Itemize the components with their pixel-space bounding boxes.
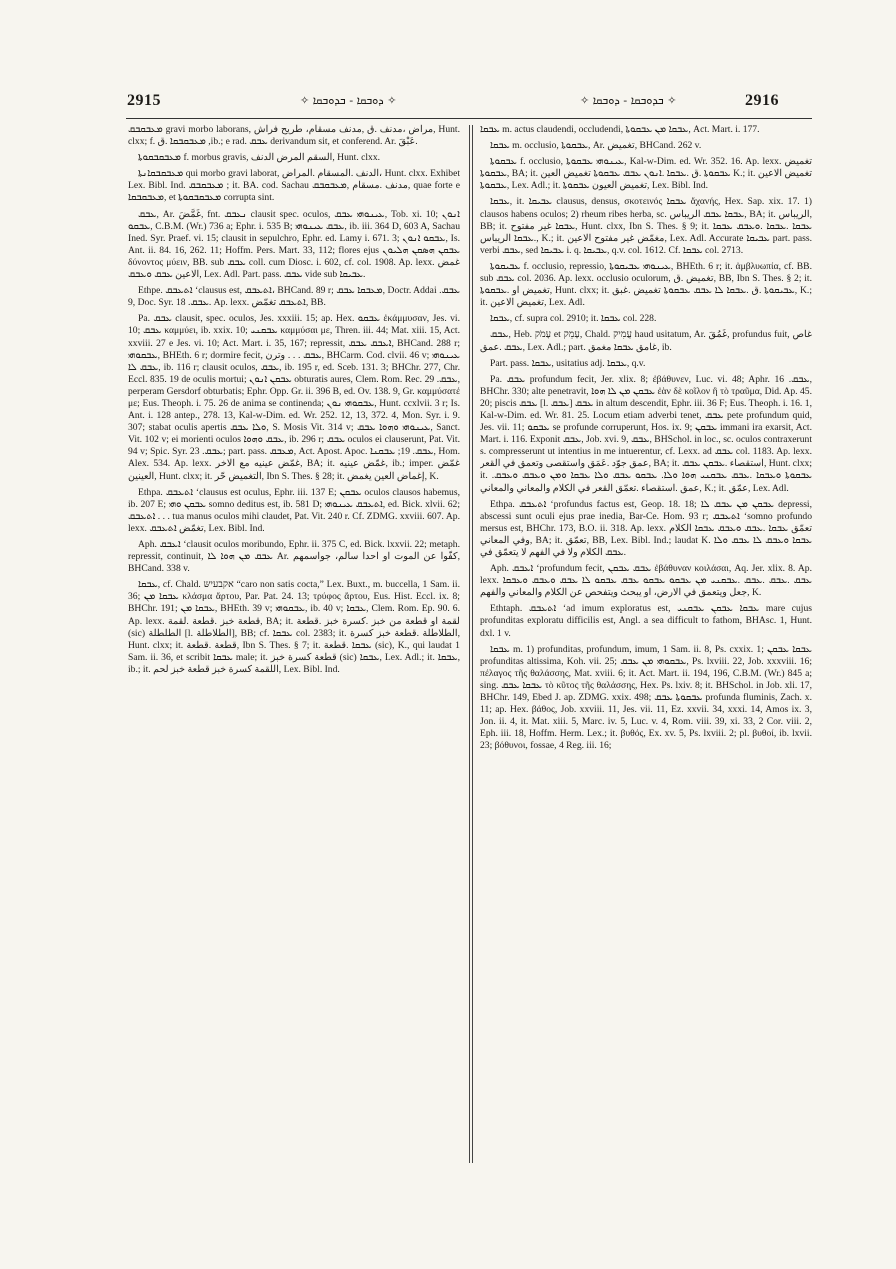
page-number-left: 2915 (127, 92, 161, 109)
entry: ܥܒܩܘܬܐ f. occlusio, ܥܝܢܘܗܝ ܥܒܩܘܬܐ, Kal-w-Dim. ed. Wr. 352. 16. Ap. lexx. تغميض ܥܒܩܘܬܐ, BA; it. ܥܒܩܘܬܐ .ق .ܥܒܩܐ .ܐܢܘܢ ܥܒܩ ܥܒܩܘܬܐ تغميض العين K.; it. تغميض الاعين ܥܒܩܘܬܐ, Lex. Adl.; it. تغميض العيون ܥܒܩܘܬܐ, Lex. Bibl. Ind. (480, 156, 812, 192)
entry: Aph. ܐܥܒܩ ‘clausit oculos moribundo, Ephr. ii. 375 C, ed. Bick. lxxvii. 22; metaph. repressit, continuit, ܥܒܩ ܡܢ ܗܘܐ ܠܐ Ar. كفّوا عن الموت او احدا سالم، جواسمهم, BHCand. 338 v. (128, 539, 460, 575)
entry: ܥܒܩܐ m. 1) profunditas, profundum, imum, 1 Sam. ii. 8, Ps. cxxix. 1; ܥܒܩܐ ܥܒܩܢ profunditas altissima, Koh. vii. 25; ܥܒܩܘܗܝ ܡܢ ܥܒܩ, Ps. lxviii. 22, Job. xxxviii. 16; πέλαγος τῆς θαλάσσης, Mat. xviii. 6; it. Act. Mart. ii. 194, 196, C.B.M. (Wr.) 845 a; sing. ܥܒܩܐ ܥܒܩ τὸ κῦτος τῆς θαλάσσης, Hex. Ps. lxiv. 8; it. BHSchol. in Job. xli. 17, BHChr. 149, Ebed J. ap. ZDMG. xxix. 498; ܥܒܩܘܬܐ ܥܒܩ profunda fluminis, Zach. x. 11; ap. Hex. βάθος, Job. xxviii. 11, Jes. vii. 11, Ez. xxvii. 34, xxxi. 14, Amos ix. 3, Jon. ii. 4, it. Mat. xiii. 5, Marc. iv. 5, Luc. v. 4, Rom. viii. 39, xi. 33, 2 Cor. viii. 2, Eph. iii. 18, Hoffm. Herm. Lex.; it. βυθός, Ex. xv. 5, Ps. lxviii. 2; pl. βυθοί, ib. lxvii. 23; βόθυνοι, fossae, 4 Reg. iii. 16; (480, 643, 812, 752)
entry: ܥܒܩ, Ar. غَمَّضَ, fnt. ܢܥܒܩ clausit spec. oculos, ܥܝܢܘܗܝ ܥܒܩ, Tob. xi. 10; ܐܢܘܢ ܥܒܩܘ, C.B.M. (Wr.) 736 a; Ephr. i. 535 B; ܥܒܩ ܥܝܢܘܗܝ, ib. iii. 364 D, 603 A, Sachau Ined. Syr. Praef. vi. 15; clausit in sepulchro, Ephr. ed. Lamy i. 671. 3; ܥܒܩܘ ܐܢܘܢ, Is. Ant. ii. 84. 16, 262. 11; Hoffm. Pers. Mart. 33, 112; flores ejus ܥܒܩܢ ܗܣܩܢ ܗܠܝܘܢ δύνοντος μύειν, BB. sub ܥܒܩ coll. cum Diosc. i. 602, cf. col. 1908. Ap. lexx. غمض الاعين ܥܒܩ ܘܥܒܩ, Lex. Adl. Part. pass. ܥܒܩ vide sub ܥܒܝܩܐ. (128, 208, 460, 281)
entry: Ethtaph. ܐܬܥܒܩ ‘ad imum exploratus est, ܥܒܩܐ ܥܒܩܢ ܥܒܩܢܝ mare cujus profunditas exploratu difficilis est, Angl. a sea difficult to fathom, BHAsc. 1, Hunt. dxl. 1 v. (480, 603, 812, 639)
entry: ܥܒܩܐ, cf. supra col. 2910; it. ܥܒܩܐ col. 228. (490, 313, 657, 325)
column-divider (469, 125, 473, 1163)
entry: ܡܥܒܩܒܩ gravi morbo laborans, مراض ،مدنف .ق ,مدنف مسقام، طريح فراش, Hunt. clxx; f. ܡܥܒܩܒܩܐ .ق ,ib.; e rad. ܥܒܩ derivandum sit, et conferend. Ar. عَبْقَ. (128, 124, 460, 148)
header-rule (126, 118, 812, 119)
entry: ܥܒܩ, Heb. עָמֹק et עָמֵק, Chald. עֲמִיק haud usitatum, Ar. غَمُقَ, profundus fuit, غاص ܥܒܩ .عمق, Lex. Adl.; part. غامق ܥܒܩܐ مغمق, ib. (480, 329, 812, 353)
running-headword-right: ✧ ܒܕܘܒܩܐ - ܕܘܒܩܐ ✧ (580, 94, 677, 107)
entry: ܡܥܒܩܒܩܐܢܬܐ qui morbo gravi laborat, الدنف .المسقام .المراض، Hunt. clxx. Exhibet Lex. Bibl. Ind. ܡܥܒܩܒܩ ; it. BA. cod. Sachau مدنف .مسقام ,ܡܥܒܩܒܩ, quae forte e ܡܥܒܩܒܩܐ, et ܡܥܒܩܒܩܘܬܐ corrupta sint. (128, 168, 460, 204)
running-headword-left: ✧ ܕܘܒܩܐ - ܒܕܘܒܩܐ ✧ (300, 94, 397, 107)
right-column (480, 124, 812, 1164)
entry: ܥܒܩܐ, it. ܥܒܝܩܐ clausus, densus, σκοτεινός ܥܒܩܐ ἄχανής, Hex. Sap. xix. 17. 1) clausos habens oculos; 2) rheum ribes herba, sc. ܥܒܩܐ ܥܒܩ الريباس, BA; it. الريباس, BB; it. ܥܒܩܐ غير مفتوح, Hunt. clxx, Ibn S. Thes. § 9; it. ܥܒܩܐ .ܥܒܩܐ .ܘܥܒܩ ܥܒܩܐ .ܥܒܩܐ الريباس, K.; it. مغمّض غير مفتوح الاعين, Lex. Adl. Accurate ܥܒܝܩܐ part. pass. verbi ܥܒܩ, sed ܥܒܝܩܐ i. q. ܥܒܝܩܐ, q.v. col. 1612. Cf. ܥܒܩܐ col. 2713. (480, 196, 812, 256)
entry: Aph. ܐܥܒܩ ‘profundum fecit, ܥܒܩ ܥܒܩܢ ἐβάθυναν κοιλάσαι, Aq. Jer. xlix. 8. Ap. lexx. ܥܒܩ .ܥܒܩ .ܥܒܩ .ܥܒܩܢܝ ܡܢ ܥܒܩܘ ܥܒܩܘ ܥܒܩ ܥܒܩܘ ܠܐ ܥܒܩ ܘܥܒܩ ܘܥܒܩܐ جعل ويتعمق في الارض، او يبحث ويتفحص عن الكلام والمعاني والفهم, K. (480, 563, 812, 599)
entry: ܥܒܝܩܘܬܐ f. occlusio, repressio, ܥܝܢܘܗܝ ܥܒܝܩܘܬܐ, BHEth. 6 r; it. ἀμβλυωπία, cf. BB. sub ܥܒܩ col. 2036. Ap. lexx. occlusio oculorum, تغميض .ق, BB, Ibn S. Thes. § 2; it. تغميض او .ܥܒܩܘܬܐ, Hunt. clxx; it. ܥܒܝܩܘܬܐ .ق .ܥܒܩܐ ܠܐ ܥܒܩ ܥܒܩܘܬܐ تغميض .غبق, K.; it. تغميض الاعين, Lex. Adl. (480, 260, 812, 309)
entry: ܡܥܒܩܒܩܘܬܐ f. morbus gravis, السقم المرض الدنف, Hunt. clxx. (138, 152, 381, 164)
running-head (0, 92, 896, 112)
entry: ܥܒܩܐ m. actus claudendi, occludendi, ܥܒܩܐ ܡܢ ܥܒܩܘܬܐ, Act. Mart. i. 177. (480, 124, 760, 135)
page-number-right: 2916 (745, 92, 779, 109)
entry: Ethpa. ܐܬܥܒܩ ‘clausus est oculus, Ephr. iii. 137 E; ܥܒܩܢ oculos clausos habemus, ib. 207 E; ܥܒܩܢ ܘܗܝ somno deditus est, ib. 581 D; ܐܬܥܒܩ ܥܝܢܘܗܝ, ed. Bick. xlvii. 62; ܐܬܥܒܩ . . . tua manus oculos mihi claudet, Pat. Vit. 240 r. Cf. ZDMG. xxviii. 607. Ap. lexx. تغمّض ܐܬܥܒܩ, Lex. Bibl. Ind. (128, 486, 460, 534)
entry: Part. pass. ܥܒܩܐ, usitatius adj. ܥܒܩܐ, q.v. (490, 357, 646, 369)
entry: Ethpa. ܐܬܥܒܩ ‘profundus factus est, Geop. 18. 18; ܥܒܩܢ ܡܢ ܥܒܩ ܠܐ depressi, abscessi sunt oculi ejus prae inedia, Bar-Ce. Hom. 93 r; ܐܬܥܒܩ ‘somno profundo mersus est, BHChr. 173, B.O. ii. 318. Ap. lexx. تعمّق ܥܒܩܐ .ܥܒܩ ܘܥܒܩ ܥܒܩܐ الكلام وفي المعاني, BA; it. تعمّق, BB, Lex. Bibl. Ind.; laudat K. ܥܒܩܐ ܘܥܒܩ ܠܐ ܥܒܩ ܘܠܐ ܥܒܩ الكلام ولا في الفهم لا يتعمّق في. (480, 498, 812, 558)
entry: Pa. ܥܒܩ profundum fecit, Jer. xlix. 8; ἐβάθυνεν, Luc. vi. 48; Aphr. ܥܒܩ. 16, BHChr. 330; alte penetravit, ܥܒܩܢ ܡܢ ܠܐ ܗܘܐ ἐὰν δὲ κοῖλον ἢ τὸ τραῦμα, Did. Ap. 45. 20; piscis ܥܒܩ [l. ܥܒܩ] ܥܒܩ in altum descendit, Ephr. iii. 36 F; Eus. Theoph. i. 16. 1, Kal-w-Dim. ed. Wr. 81. 25. Locum etiam adverbi tenet, ܥܒܩ pete profundum quid, Jes. vii. 11; ܥܒܩܘ se profunde corruperunt, Hos. ix. 9; ܥܒܩܢ immani ira exarsit, Act. Mart. i. 116. Exponit ܥܒܩ, Job. xvi. 9, ܥܒܩ, BHSchol. in loc., sc. oculos contraxerunt s. compresserunt ut intentius in me intuerentur, cf. Lexx. ad ܥܒܩ col. 1183. Ap. lexx. عمق جوّد .عَمَق واستقصى وتعمق في القعر, BA; it. استقصاء .ܥܒܩܢ ܥܒܩ, Hunt. clxx; it. ܥܒܩܘܬܐ ܘܥܒܩܐ .ܥܒܩ ܥܒܩܢܝ ܗܘܐ ܘܠܐ. ܥܒܩܘ ܥܒܩ ܘܠܐ ܥܒܩܐ ܘܡܢ ܘܥܒܩ ܘܥܒܩ. عمق .استقصاء .تعمّق القعر في الكلام والمعاني والمعاني, K.; it. عمّق, Lex. Adl. (480, 373, 812, 494)
entry: Pa. ܥܒܩ clausit, spec. oculos, Jes. xxxiii. 15; ap. Hex. ܥܒܩܘ ἐκάμμυσαν, Jes. vi. 10; ܥܒܩ καμμύει, ib. xxix. 10; ܥܒܩܢܝ καμμύσαι με, Thren. iii. 44; Mat. xiii. 15, Act. xxviii. 27 e Jes. vi. 10; Act. Mart. i. 35, 167; repressit, ܐܥܒܩ ܥܒܩ, BHCand. 288 r; ܥܒܩܘܗܝ, BHEth. 6 r; dormire fecit, ܥܒܩ . . . وترن, BHCarm. Cod. clvii. 46 v; ܥܝܢܘܗܝ ܥܒܩ ܠܐ, ib. 116 r; clausit oculos, ܥܒܩ, ib. 195 r, ed. Sceb. 131. 3; BHChr. 277, Chr. Eccl. 835. 19 de oculis mortui; ܥܒܩܢ ܐܢܘܢ obturatis aures, Clem. Rom. Rec. ܥܒܩ. 29, perperam Gersdorf obturbatis; Ephr. Opp. Gr. ii. 396 B, ed. Ov. 138. 9, Gr. καμμύσατέ με; Eus. Theoph. i. 75. 26 de anima se continenda; ܥܒܩܘܗܝ ܢܘܢ, Hunt. ccxlvii. 3 r; Is. Ant. i. 128 antep., 278. 13, Kal-w-Dim. ed. Wr. 252. 12, 13, 372. 4, Mon. Syr. i. 9. 307; stabat oculis apertis ܘܠܐ ܥܒܩ, S. Mosis Vit. 314 v; ܥܝܢܘܗܝ ܘܗܘܐ ܥܒܩ, Sanct. Vit. 102 v; ei morienti oculos ܥܒܩ ܘܗܘܐ, ib. 296 r; ܥܒܩ oculos ei clauserunt, Pat. Vit. 94 v; Spic. Syr. ܥܒܩ. 23; part. pass. ܡܥܒܩ, Act. Apost. Apoc. ܥܒܩ. 19; ܥܒܩܢܐ, Hom. Alex. 534. Ap. lexx. غمّض عينيه مع الاخر, BA; it. غمّض عينيه, ib.; imper. غمّض العينين, Hunt. clxx; it. التغميض حّر, Ibn S. Thes. § 28; it. إغماض العين يغمض, K. (128, 313, 460, 482)
entry: ܥܒܩܐ, cf. Chald. אקבעישּ “caro non satis cocta,” Lex. Buxt., m. buccella, 1 Sam. ii. 36; ܥܒܩܐ ܡܢ κλάσμα ἄρτου, Par. Pat. 24. 13; τρύφος ἄρτου, Eus. Hist. Eccl. ix. 8; BHChr. 191; ܥܒܩܐ ܡܢ, BHEth. 39 v; ܥܒܩܘܗܝ, ib. 40 v; ܥܒܩܐ, Clem. Rom. Ep. 90. 6. Ap. lexx. قطعة خبز .قطعة .لقمة, BA; it. لقمة او قطعة من خبز .كسرة خبز .قطعة (sic) الطلطلة [l. الطلاطلة], BB; cf. ܥܒܩܐ col. 2383; it. الطلاطلة .قطعة خبز كسرة, Hunt. clxx; it. قطعة .قطعة, Ibn S. Thes. § 7; it. ܥܒܩܐ .قطعة (sic), K., qui laudat 1 Sam. ii. 36, et scribit ܥܒܩܐ male; it. قطعة كسرة خبز (sic) ܥܒܩܐ, Lex. Adl.; it. ܥܒܩܐ, ib.; it. اللقمة كسرة خبز قطعة خبز لحم, Lex. Bibl. Ind. (128, 579, 460, 675)
entry: ܥܒܩܐ m. occlusio, ܥܒܩܘܬܐ, Ar. تغميض, BHCand. 262 v. (490, 140, 702, 152)
entry: Ethpe. ܐܬܥܒܩ ‘clausus est, ܐܬܥܒܩ، BHCand. 89 r; ܡܥܒܩܐ ܥܒܩ, Doctr. Addai ܥܒܩ. 9, Doc. Syr. ܥܒܩ. 18. Ap. lexx. ܐܬܥܒܩ تغمّض, BB. (128, 285, 460, 309)
left-column (128, 124, 460, 1164)
